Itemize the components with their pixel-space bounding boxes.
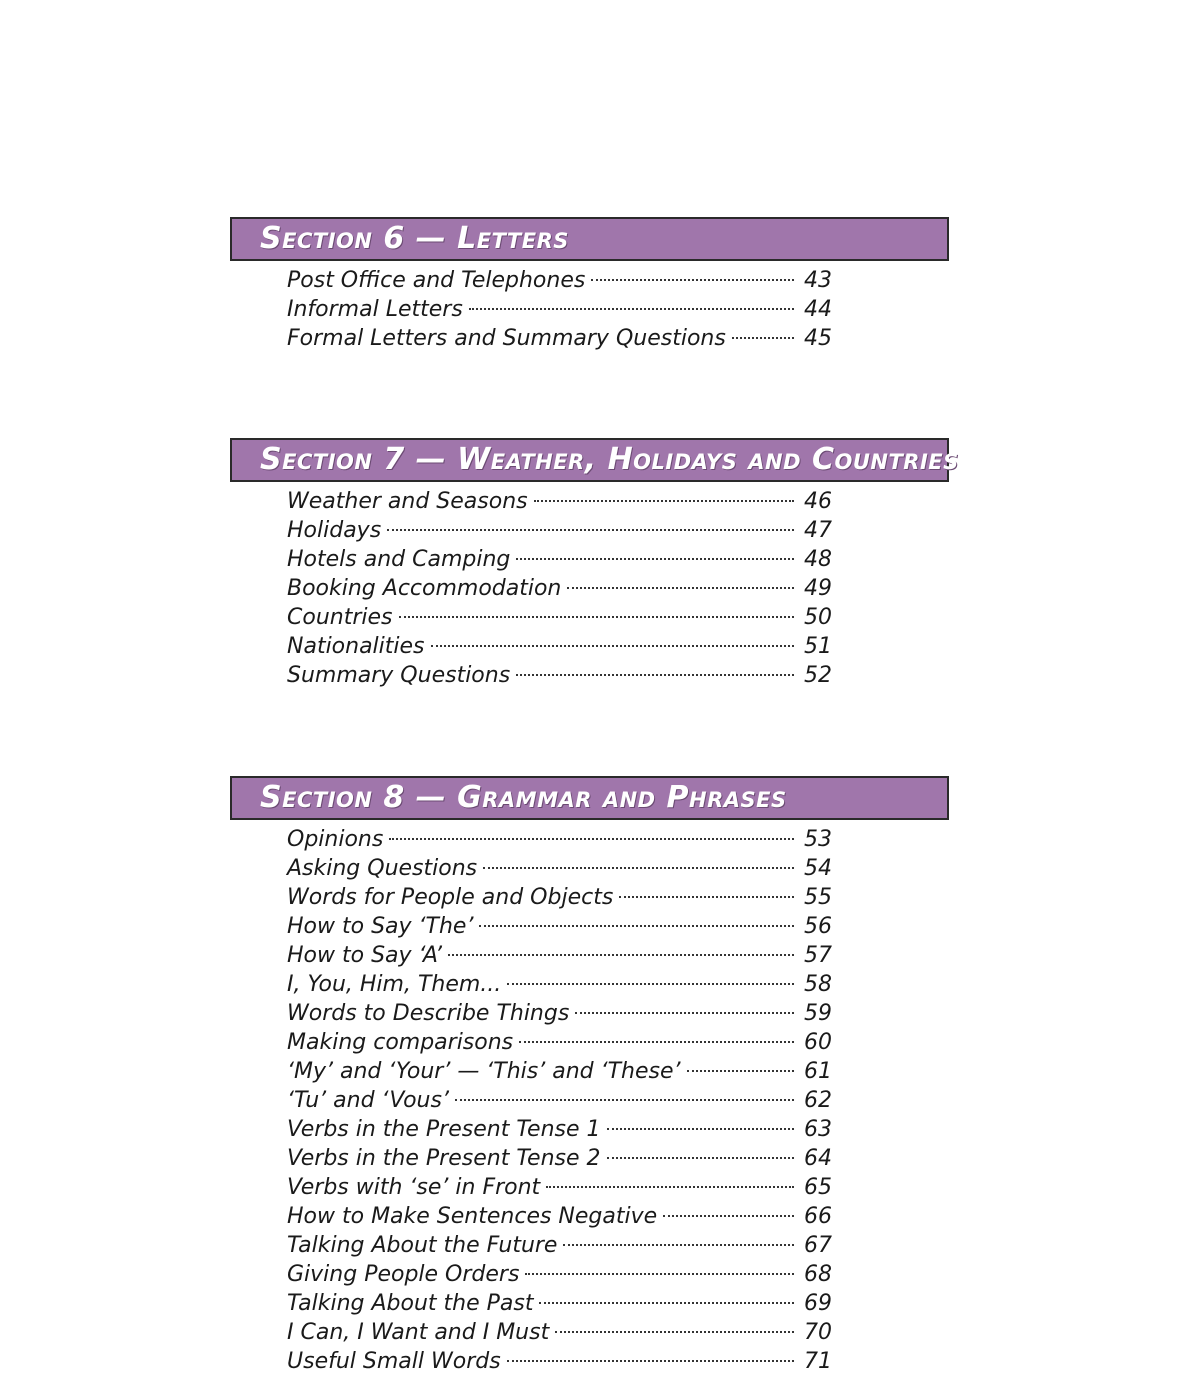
toc-entry[interactable] [287,574,832,603]
toc-entry[interactable] [287,545,832,574]
toc-entry-page: 53 [804,827,832,852]
dot-leader [555,1331,794,1333]
toc-entry-title: Verbs in the Present Tense 1 [287,1117,601,1142]
dot-leader [516,674,794,676]
dot-leader [483,867,794,869]
section-heading: Section 6 — Letters [230,217,949,261]
toc-entry-title: How to Say ‘A’ [287,943,443,968]
dot-leader [687,1070,794,1072]
toc-entry[interactable] [287,1028,832,1057]
toc-entry[interactable] [287,970,832,999]
dot-leader [563,1244,794,1246]
toc-entry-title: I Can, I Want and I Must [287,1320,550,1345]
toc-entry-page: 64 [804,1146,832,1171]
toc-entry-page: 67 [804,1233,832,1258]
toc-entry-title: Formal Letters and Summary Questions [287,326,726,351]
dot-leader [399,616,795,618]
toc-entry-title: Nationalities [287,634,425,659]
toc-entry-page: 63 [804,1117,832,1142]
toc-entry-page: 58 [804,972,832,997]
toc-entry-page: 49 [804,576,832,601]
toc-entry-title: Verbs in the Present Tense 2 [287,1146,601,1171]
toc-entry-page: 55 [804,885,832,910]
toc-entry-title: Opinions [287,827,384,852]
toc-entry-page: 52 [804,663,832,688]
toc-entry-page: 47 [804,518,832,543]
dot-leader [732,337,794,339]
section-6 [230,217,949,353]
toc-entry-page: 51 [804,634,832,659]
section-heading: Section 7 — Weather, Holidays and Countries [230,438,949,482]
toc-entry-page: 48 [804,547,832,572]
toc-entry-page: 68 [804,1262,832,1287]
dot-leader [525,1273,794,1275]
toc-entry-page: 66 [804,1204,832,1229]
toc-entry[interactable] [287,1231,832,1260]
toc-entry[interactable] [287,632,832,661]
toc-entry[interactable] [287,941,832,970]
toc-entry[interactable] [287,1318,832,1347]
toc-entry[interactable] [287,266,832,295]
toc-entry[interactable] [287,1057,832,1086]
toc-list [287,487,832,690]
toc-entry[interactable] [287,1144,832,1173]
toc-entry-title: Words to Describe Things [287,1001,570,1026]
toc-entry-page: 60 [804,1030,832,1055]
dot-leader [539,1302,794,1304]
dot-leader [519,1041,794,1043]
toc-entry-title: Hotels and Camping [287,547,511,572]
toc-entry-title: Summary Questions [287,663,511,688]
toc-entry-page: 50 [804,605,832,630]
toc-entry[interactable] [287,516,832,545]
dot-leader [591,279,794,281]
section-heading: Section 8 — Grammar and Phrases [230,776,949,820]
toc-entry[interactable] [287,1289,832,1318]
toc-entry-title: Weather and Seasons [287,489,528,514]
dot-leader [575,1012,794,1014]
toc-entry[interactable] [287,1086,832,1115]
toc-entry[interactable] [287,603,832,632]
dot-leader [455,1099,794,1101]
dot-leader [507,983,794,985]
toc-entry[interactable] [287,661,832,690]
toc-entry[interactable] [287,1115,832,1144]
toc-entry-page: 70 [804,1320,832,1345]
toc-entry-page: 44 [804,297,832,322]
toc-entry-title: Informal Letters [287,297,463,322]
toc-entry-page: 61 [804,1059,832,1084]
toc-entry-page: 59 [804,1001,832,1026]
toc-entry-page: 54 [804,856,832,881]
dot-leader [607,1157,795,1159]
toc-entry[interactable] [287,883,832,912]
toc-entry-title: Talking About the Future [287,1233,558,1258]
toc-entry-title: Talking About the Past [287,1291,534,1316]
toc-entry-page: 46 [804,489,832,514]
toc-entry-title: Asking Questions [287,856,478,881]
toc-entry[interactable] [287,487,832,516]
dot-leader [619,896,794,898]
toc-entry[interactable] [287,1347,832,1376]
dot-leader [507,1360,794,1362]
dot-leader [546,1186,794,1188]
toc-entry-title: How to Make Sentences Negative [287,1204,658,1229]
dot-leader [387,529,794,531]
toc-entry[interactable] [287,912,832,941]
toc-entry-page: 69 [804,1291,832,1316]
dot-leader [534,500,794,502]
toc-entry-page: 45 [804,326,832,351]
toc-entry-title: Words for People and Objects [287,885,614,910]
dot-leader [448,954,794,956]
toc-entry-page: 62 [804,1088,832,1113]
toc-entry[interactable] [287,1202,832,1231]
toc-entry[interactable] [287,295,832,324]
dot-leader [567,587,794,589]
toc-entry-title: Making comparisons [287,1030,514,1055]
toc-entry[interactable] [287,825,832,854]
toc-entry-title: ‘My’ and ‘Your’ — ‘This’ and ‘These’ [287,1059,681,1084]
dot-leader [389,838,794,840]
toc-entry-page: 56 [804,914,832,939]
toc-entry-title: Post Office and Telephones [287,268,586,293]
toc-list [287,825,832,1376]
toc-entry[interactable] [287,854,832,883]
toc-entry-title: Verbs with ‘se’ in Front [287,1175,541,1200]
toc-entry-page: 71 [804,1349,832,1374]
dot-leader [663,1215,794,1217]
toc-entry-title: How to Say ‘The’ [287,914,474,939]
dot-leader [607,1128,795,1130]
toc-entry-title: Useful Small Words [287,1349,501,1374]
dot-leader [469,308,794,310]
toc-list [287,266,832,353]
toc-entry[interactable] [287,1260,832,1289]
dot-leader [431,645,794,647]
toc-entry-page: 43 [804,268,832,293]
section-7 [230,438,959,690]
toc-entry-page: 65 [804,1175,832,1200]
toc-entry[interactable] [287,324,832,353]
toc-entry-title: ‘Tu’ and ‘Vous’ [287,1088,449,1113]
toc-entry-title: Holidays [287,518,382,543]
toc-entry-title: Booking Accommodation [287,576,562,601]
toc-entry-title: Countries [287,605,393,630]
toc-entry-page: 57 [804,943,832,968]
toc-entry[interactable] [287,999,832,1028]
toc-entry[interactable] [287,1173,832,1202]
dot-leader [479,925,794,927]
toc-entry-title: Giving People Orders [287,1262,520,1287]
section-8 [230,776,949,1376]
dot-leader [516,558,794,560]
toc-entry-title: I, You, Him, Them... [287,972,502,997]
